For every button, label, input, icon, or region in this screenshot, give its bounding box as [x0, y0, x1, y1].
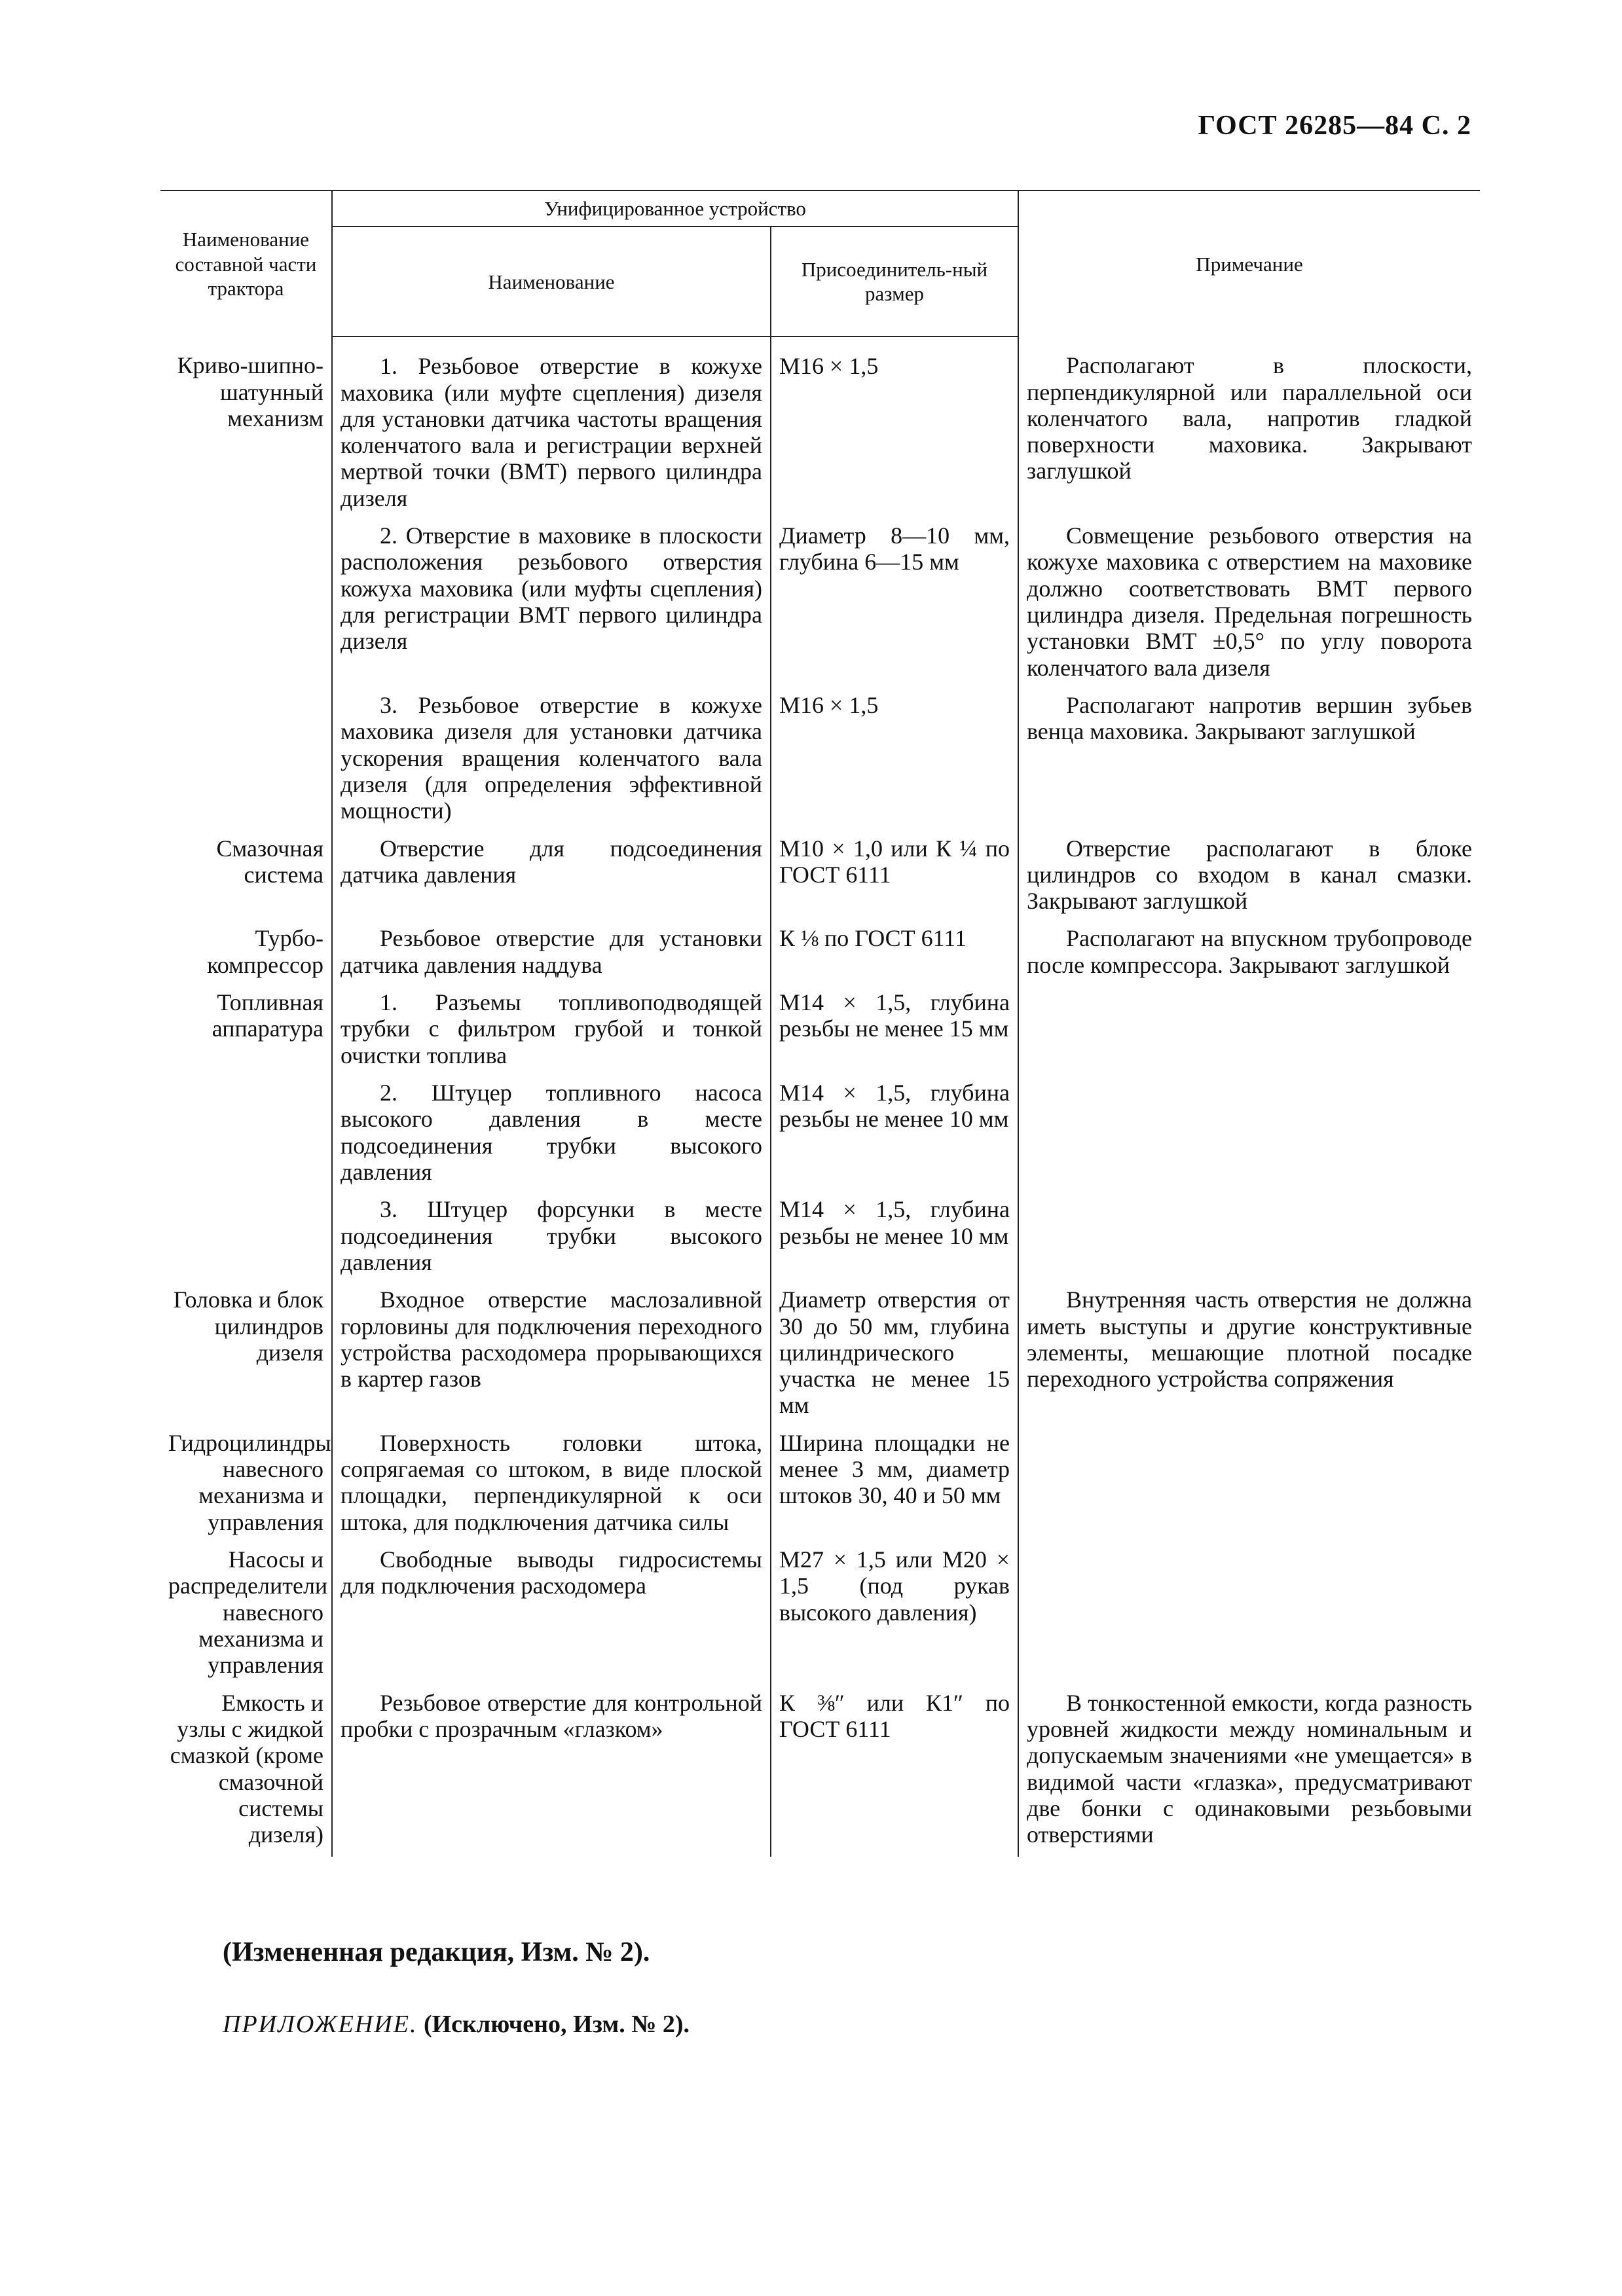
table-row: [160, 1544, 1480, 1688]
name-cell: 1. Разъемы топливоподводящей трубки с фильтром грубой и тонкой очистки топлива: [332, 987, 771, 1078]
table-row: [160, 1688, 1480, 1857]
part-cell: Топливная аппаратура: [212, 989, 323, 1042]
appendix-label: ПРИЛОЖЕНИЕ.: [223, 2011, 418, 2038]
note-cell: [1018, 1544, 1480, 1688]
name-cell: Входное отверстие маслозаливной горловины для подключения переходного устройства расходомера прорывающихся в картер газов: [332, 1285, 771, 1428]
table-row: [160, 1285, 1480, 1428]
note-cell: [1018, 1194, 1480, 1285]
size-cell: М14 × 1,5, глубина резьбы не менее 15 мм: [771, 987, 1018, 1078]
table-head: [160, 191, 1480, 337]
name-cell: Свободные выводы гидросистемы для подключения расходомера: [332, 1544, 771, 1688]
name-cell: Поверхность головки штока, сопрягаемая со штоком, в виде плоской площадки, перпендикулярной к оси штока, для подключения датчика силы: [332, 1428, 771, 1544]
note-cell: [1018, 987, 1480, 1078]
part-cell: [160, 690, 332, 833]
table-row: [160, 1428, 1480, 1544]
table-row: [160, 520, 1480, 690]
table-row: [160, 690, 1480, 833]
size-cell: М14 × 1,5, глубина резьбы не менее 10 мм: [771, 1194, 1018, 1285]
header-device-name: Наименование: [332, 227, 771, 337]
size-cell: М10 × 1,0 или К ¼ по ГОСТ 6111: [771, 833, 1018, 924]
size-cell: Ширина площадки не менее 3 мм, диаметр штоков 30, 40 и 50 мм: [771, 1428, 1018, 1544]
table-row: [160, 833, 1480, 924]
note-cell: В тонкостенной емкости, когда разность уровней жидкости между номинальным и допускаемым значениями «не умещается» в видимой части «глазка», предусматривают две бонки с одинаковыми резьбовыми отверстиями: [1018, 1688, 1480, 1857]
page-header: ГОСТ 26285—84 С. 2: [1198, 111, 1471, 141]
part-cell: Турбо-компрессор: [207, 925, 323, 978]
note-cell: Совмещение резьбового отверстия на кожухе маховика с отверстием на маховике должно соответствовать ВМТ первого цилиндра дизеля. Предельная погрешность установки ВМТ ±0,5° по углу поворота коленчатого вала дизеля: [1018, 520, 1480, 690]
table-row: [160, 923, 1480, 987]
size-cell: К ⅜″ или К1″ по ГОСТ 6111: [771, 1688, 1018, 1857]
part-cell: [160, 520, 332, 690]
size-cell: М16 × 1,5: [771, 690, 1018, 833]
amendment-note: (Измененная редакция, Изм. № 2).: [223, 1937, 650, 1967]
name-cell: 3. Резьбовое отверстие в кожухе маховика дизеля для установки датчика ускорения вращения коленчатого вала дизеля (для определения эффективной мощности): [332, 690, 771, 833]
size-cell: К ⅛ по ГОСТ 6111: [771, 923, 1018, 987]
note-cell: Располагают на впускном трубопроводе после компрессора. Закрывают заглушкой: [1018, 923, 1480, 987]
part-cell: Насосы и распределители навесного механизма и управления: [168, 1546, 328, 1679]
spec-table: [160, 190, 1480, 1857]
appendix-status: (Исключено, Изм. № 2).: [423, 2011, 690, 2038]
part-cell: [160, 1194, 332, 1285]
part-cell: Криво-шипно-шатунный механизм: [177, 352, 323, 431]
note-cell: Отверстие располагают в блоке цилиндров со входом в канал смазки. Закрывают заглушкой: [1018, 833, 1480, 924]
part-cell: Смазочная система: [216, 835, 323, 888]
table-row: [160, 337, 1480, 520]
size-cell: М14 × 1,5, глубина резьбы не менее 10 мм: [771, 1078, 1018, 1194]
table-row: [160, 1194, 1480, 1285]
name-cell: 1. Резьбовое отверстие в кожухе маховика (или муфте сцепления) дизеля для установки датчика частоты вращения коленчатого вала и регистрации верхней мертвой точки (ВМТ) первого цилиндра дизеля: [332, 337, 771, 520]
part-cell: Емкость и узлы с жидкой смазкой (кроме смазочной системы дизеля): [170, 1689, 323, 1848]
spec-table-container: [160, 190, 1480, 1857]
name-cell: 2. Отверстие в маховике в плоскости расположения резьбового отверстия кожуха маховика (или муфты сцепления) для регистрации ВМТ первого цилиндра дизеля: [332, 520, 771, 690]
name-cell: Отверстие для подсоединения датчика давления: [332, 833, 771, 924]
header-connection-size: Присоединитель-ный размер: [771, 227, 1018, 337]
name-cell: 2. Штуцер топливного насоса высокого давления в месте подсоединения трубки высокого давления: [332, 1078, 771, 1194]
size-cell: Диаметр 8—10 мм, глубина 6—15 мм: [771, 520, 1018, 690]
part-cell: Гидроцилиндры навесного механизма и управления: [168, 1429, 331, 1535]
size-cell: М27 × 1,5 или М20 × 1,5 (под рукав высокого давления): [771, 1544, 1018, 1688]
size-cell: Диаметр отверстия от 30 до 50 мм, глубина цилиндрического участка не менее 15 мм: [771, 1285, 1018, 1428]
header-unified-device: Унифицированное устройство: [332, 191, 1018, 227]
note-cell: [1018, 1078, 1480, 1194]
size-cell: М16 × 1,5: [771, 337, 1018, 520]
part-cell: [160, 1078, 332, 1194]
name-cell: Резьбовое отверстие для контрольной пробки с прозрачным «глазком»: [332, 1688, 771, 1857]
name-cell: 3. Штуцер форсунки в месте подсоединения трубки высокого давления: [332, 1194, 771, 1285]
table-row: [160, 1078, 1480, 1194]
name-cell: Резьбовое отверстие для установки датчика давления наддува: [332, 923, 771, 987]
part-cell: Головка и блок цилиндров дизеля: [173, 1286, 323, 1366]
note-cell: Располагают в плоскости, перпендикулярной или параллельной оси коленчатого вала, напротив гладкой поверхности маховика. Закрывают заглушкой: [1018, 337, 1480, 520]
note-cell: [1018, 1428, 1480, 1544]
table-row: [160, 987, 1480, 1078]
note-cell: Внутренняя часть отверстия не должна иметь выступы и другие конструктивные элементы, мешающие плотной посадке переходного устройства сопряжения: [1018, 1285, 1480, 1428]
table-body: [160, 337, 1480, 1857]
note-cell: Располагают напротив вершин зубьев венца маховика. Закрывают заглушкой: [1018, 690, 1480, 833]
appendix-note: [223, 2010, 690, 2039]
header-part-name: Наименование составной части трактора: [160, 191, 332, 337]
header-note: Примечание: [1018, 191, 1480, 337]
